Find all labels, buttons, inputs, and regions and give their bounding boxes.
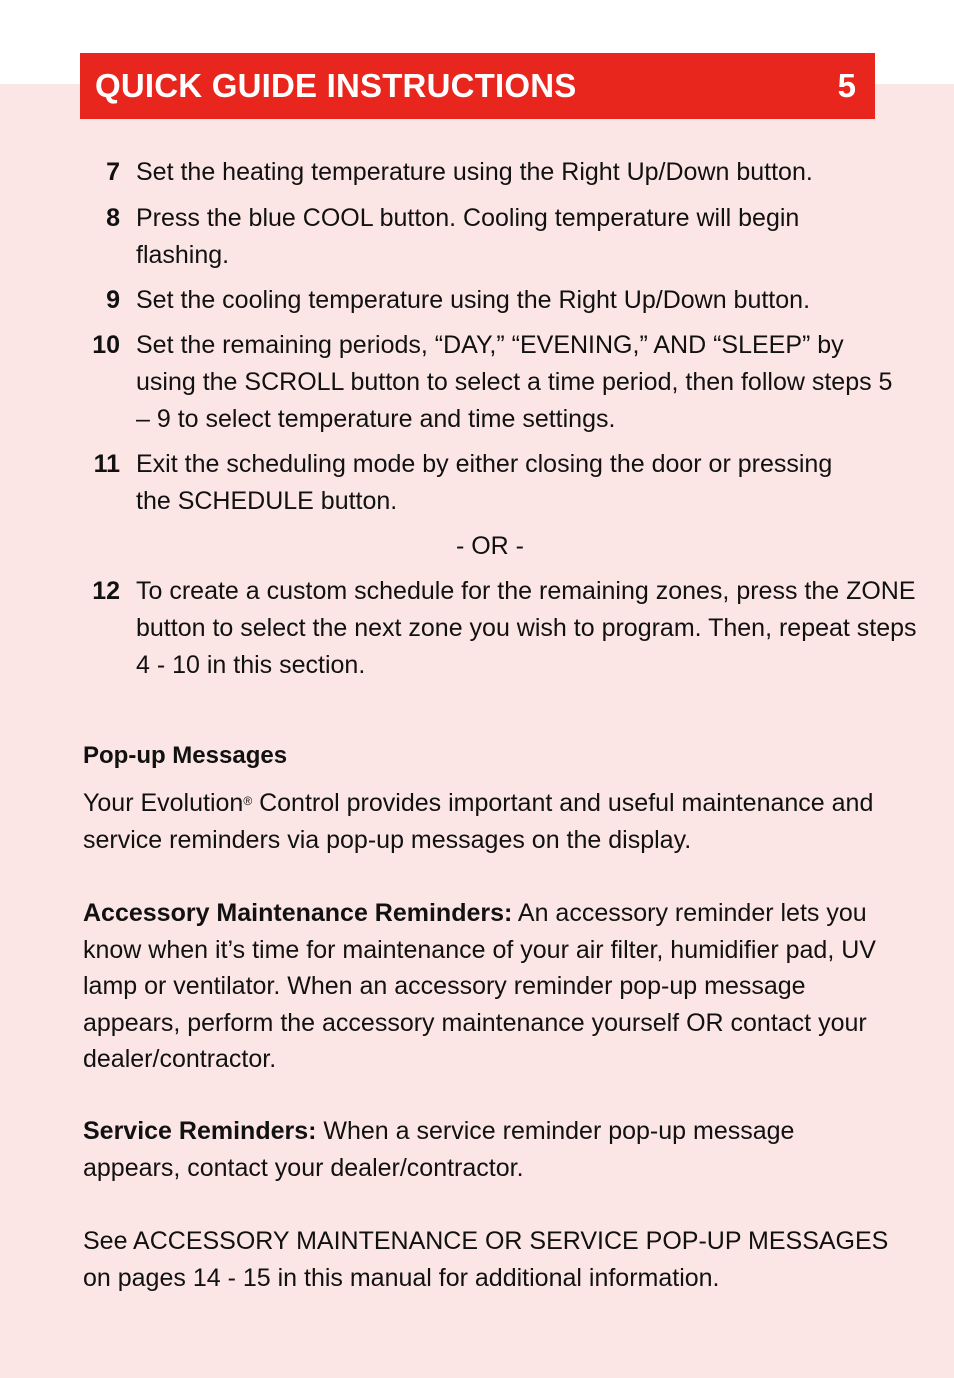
step-text: Exit the scheduling mode by either closing the door or pressing the SCHEDULE button. bbox=[136, 450, 833, 515]
intro-paragraph bbox=[83, 785, 893, 858]
see-also-paragraph: See ACCESSORY MAINTENANCE OR SERVICE POP-UP MESSAGES on pages 14 - 15 in this manual for additional information. bbox=[83, 1227, 889, 1292]
step-text: Set the heating temperature using the Right Up/Down button. bbox=[136, 158, 813, 186]
accessory-reminders-text: An accessory reminder lets you know when it’s time for maintenance of your air filter, humidifier pad, UV lamp or ventilator. When an accessory reminder pop-up message appears, perform the accessory maintenance yourself OR contact your dealer/contractor. bbox=[83, 899, 876, 1073]
step-text: Press the blue COOL button. Cooling temperature will begin flashing. bbox=[136, 204, 800, 269]
step-number: 12 bbox=[92, 577, 120, 605]
intro-text-rest: Control provides important and useful maintenance and service reminders via pop-up messages on the display. bbox=[83, 789, 874, 854]
step-text: Set the cooling temperature using the Right Up/Down button. bbox=[136, 286, 811, 314]
step-number: 10 bbox=[92, 331, 120, 359]
page-number: 5 bbox=[837, 67, 856, 104]
step-number: 7 bbox=[106, 158, 120, 186]
or-separator: - OR - bbox=[455, 532, 525, 560]
page-title: QUICK GUIDE INSTRUCTIONS bbox=[95, 67, 577, 104]
service-reminders-paragraph bbox=[83, 1113, 893, 1186]
service-reminders-label: Service Reminders: bbox=[83, 1117, 317, 1145]
step-number: 9 bbox=[106, 286, 120, 314]
accessory-reminders-paragraph bbox=[83, 895, 893, 1078]
accessory-reminders-label: Accessory Maintenance Reminders: bbox=[83, 899, 513, 927]
step-number: 8 bbox=[106, 204, 120, 232]
step-number: 11 bbox=[93, 450, 120, 478]
registered-mark: ® bbox=[243, 794, 253, 808]
step-text: Set the remaining periods, “DAY,” “EVENING,” AND “SLEEP” by using the SCROLL button to select a time period, then follow steps 5 – 9 to select temperature and time settings. bbox=[136, 331, 893, 433]
service-reminders-text: When a service reminder pop-up message appears, contact your dealer/contractor. bbox=[83, 1117, 795, 1182]
step-text: To create a custom schedule for the remaining zones, press the ZONE button to select the next zone you wish to program. Then, repeat steps 4 - 10 in this section. bbox=[136, 577, 917, 679]
section-heading: Pop-up Messages bbox=[83, 742, 288, 769]
intro-text: Your Evolution bbox=[83, 789, 244, 817]
